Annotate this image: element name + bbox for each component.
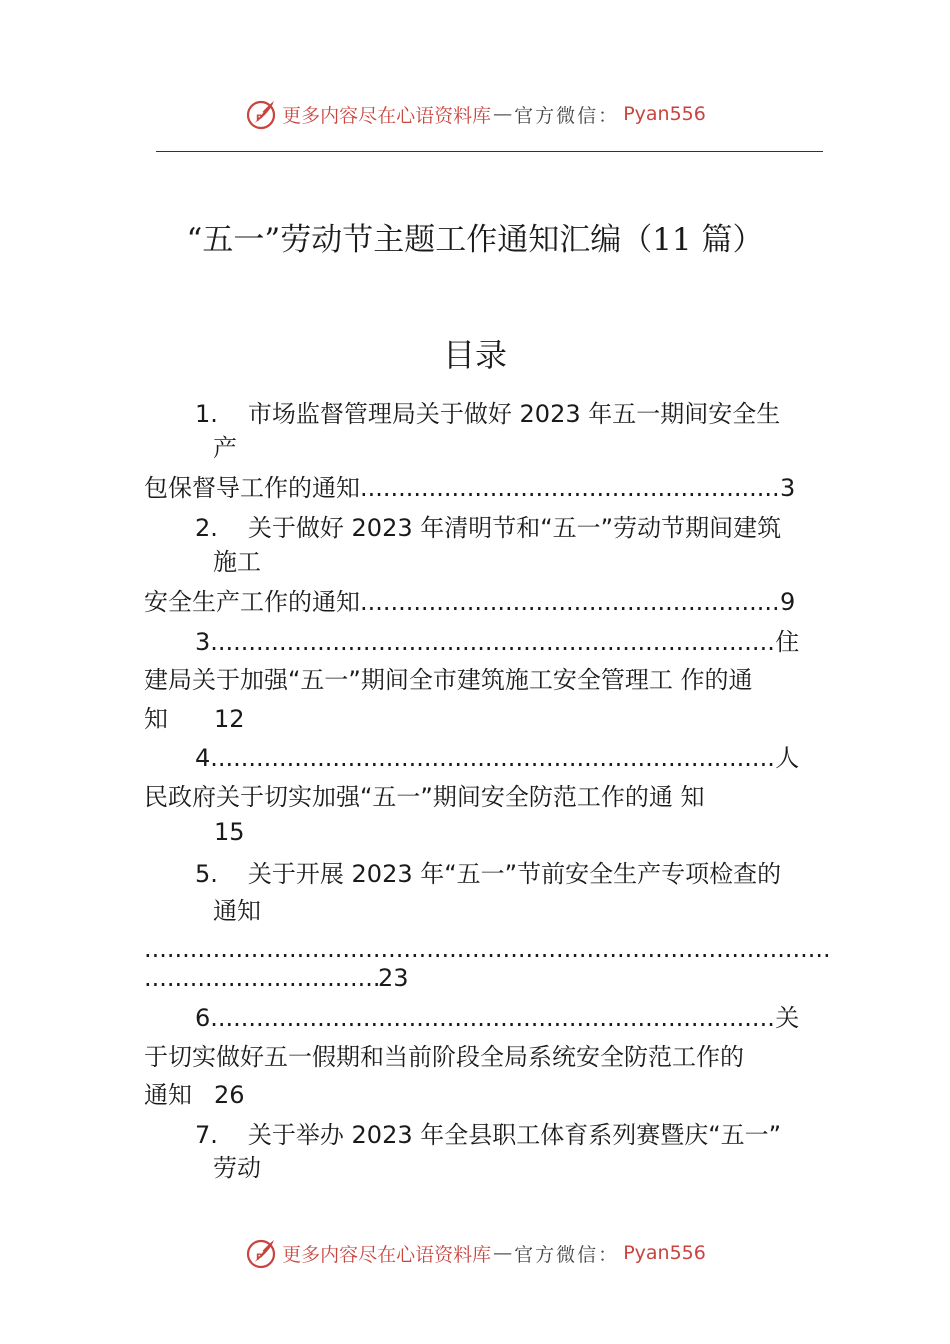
toc-entry-1-page: 3	[780, 474, 796, 502]
feather-pen-logo-icon	[244, 1236, 278, 1270]
toc-entry-5-wrap: 通知	[213, 897, 261, 925]
toc-entry-2-number: 2.	[195, 514, 218, 542]
toc-entry-3-first-line[interactable]	[195, 627, 799, 657]
toc-entry-3-last-line[interactable]	[144, 704, 245, 734]
toc-leader-dots	[210, 743, 775, 773]
toc-entry-6-tail: 关	[775, 1004, 800, 1032]
toc-leader-dots	[210, 1003, 775, 1033]
toc-entry-7-title: 关于举办 2023 年全县职工体育系列赛暨庆“五一”	[247, 1121, 782, 1149]
toc-entry-5-page: 23	[378, 964, 409, 992]
watermark-channel: 官方微信：	[514, 1243, 620, 1266]
toc-entry-3-text: 知	[144, 705, 168, 733]
toc-entry-1-continuation[interactable]	[144, 473, 795, 503]
watermark-separator: —	[493, 1242, 513, 1264]
toc-entry-4-title: 民政府关于切实加强“五一”期间安全防范工作的通 知	[144, 783, 705, 811]
watermark-channel: 官方微信：	[514, 104, 620, 127]
toc-entry-5-leader-line	[144, 934, 832, 964]
footer-watermark	[0, 1233, 950, 1273]
toc-entry-7-first-line[interactable]	[195, 1120, 781, 1150]
toc-entry-1-cont-text: 包保督导工作的通知	[144, 474, 360, 502]
toc-leader-dots	[144, 963, 378, 993]
toc-entry-2-cont-text: 安全生产工作的通知	[144, 588, 360, 616]
header-divider	[156, 151, 823, 152]
toc-entry-6-page: 26	[214, 1081, 245, 1109]
watermark-wechat-id: Pyan556	[623, 103, 706, 125]
toc-entry-5-number: 5.	[195, 860, 218, 888]
toc-entry-5-title: 关于开展 2023 年“五一”节前安全生产专项检查的	[247, 860, 782, 888]
watermark-separator: —	[493, 103, 513, 125]
toc-leader-dots	[360, 587, 780, 617]
toc-entry-5-first-line[interactable]	[195, 859, 781, 889]
toc-leader-dots	[144, 934, 832, 964]
watermark-brand: 更多内容尽在心语资料库	[282, 104, 492, 127]
toc-leader-dots	[360, 473, 780, 503]
toc-entry-3-title: 建局关于加强“五一”期间全市建筑施工安全管理工 作的通	[144, 666, 753, 694]
toc-entry-2-page: 9	[780, 588, 796, 616]
toc-entry-6-last-line[interactable]	[144, 1080, 245, 1110]
toc-entry-2-continuation[interactable]	[144, 587, 795, 617]
toc-entry-3-page: 12	[214, 705, 245, 733]
toc-entry-6-text: 通知	[144, 1081, 192, 1109]
toc-entry-1-title: 市场监督管理局关于做好 2023 年五一期间安全生	[247, 400, 781, 428]
feather-pen-logo-icon	[244, 97, 278, 131]
toc-entry-3-tail: 住	[775, 628, 800, 656]
document-title: “五一”劳动节主题工作通知汇编（11 篇）	[186, 222, 764, 258]
toc-entry-7-wrap: 劳动	[213, 1154, 261, 1182]
watermark-brand: 更多内容尽在心语资料库	[282, 1243, 492, 1266]
toc-entry-2-first-line[interactable]	[195, 513, 781, 543]
watermark-wechat-id: Pyan556	[623, 1242, 706, 1264]
toc-entry-2-title: 关于做好 2023 年清明节和“五一”劳动节期间建筑	[247, 514, 782, 542]
toc-entry-2-wrap: 施工	[213, 548, 261, 576]
toc-entry-4-tail: 人	[775, 744, 800, 772]
toc-entry-4-page[interactable]: 15	[214, 818, 245, 846]
toc-entry-4-first-line[interactable]	[195, 743, 799, 773]
toc-entry-4-number: 4	[195, 744, 211, 772]
toc-entry-3-number: 3	[195, 628, 211, 656]
toc-leader-dots	[210, 627, 775, 657]
toc-heading: 目录	[442, 336, 507, 374]
toc-entry-7-number: 7.	[195, 1121, 218, 1149]
header-watermark	[0, 94, 950, 134]
toc-entry-1-wrap: 产	[213, 434, 237, 462]
toc-entry-6-first-line[interactable]	[195, 1003, 799, 1033]
toc-entry-5-last-line[interactable]	[144, 963, 409, 993]
toc-entry-1-first-line[interactable]	[195, 399, 780, 429]
svg-text:P: P	[256, 114, 263, 124]
toc-entry-1-number: 1.	[195, 400, 218, 428]
toc-entry-6-number: 6	[195, 1004, 211, 1032]
toc-entry-6-title: 于切实做好五一假期和当前阶段全局系统安全防范工作的	[144, 1043, 744, 1071]
svg-text:P: P	[256, 1253, 263, 1263]
